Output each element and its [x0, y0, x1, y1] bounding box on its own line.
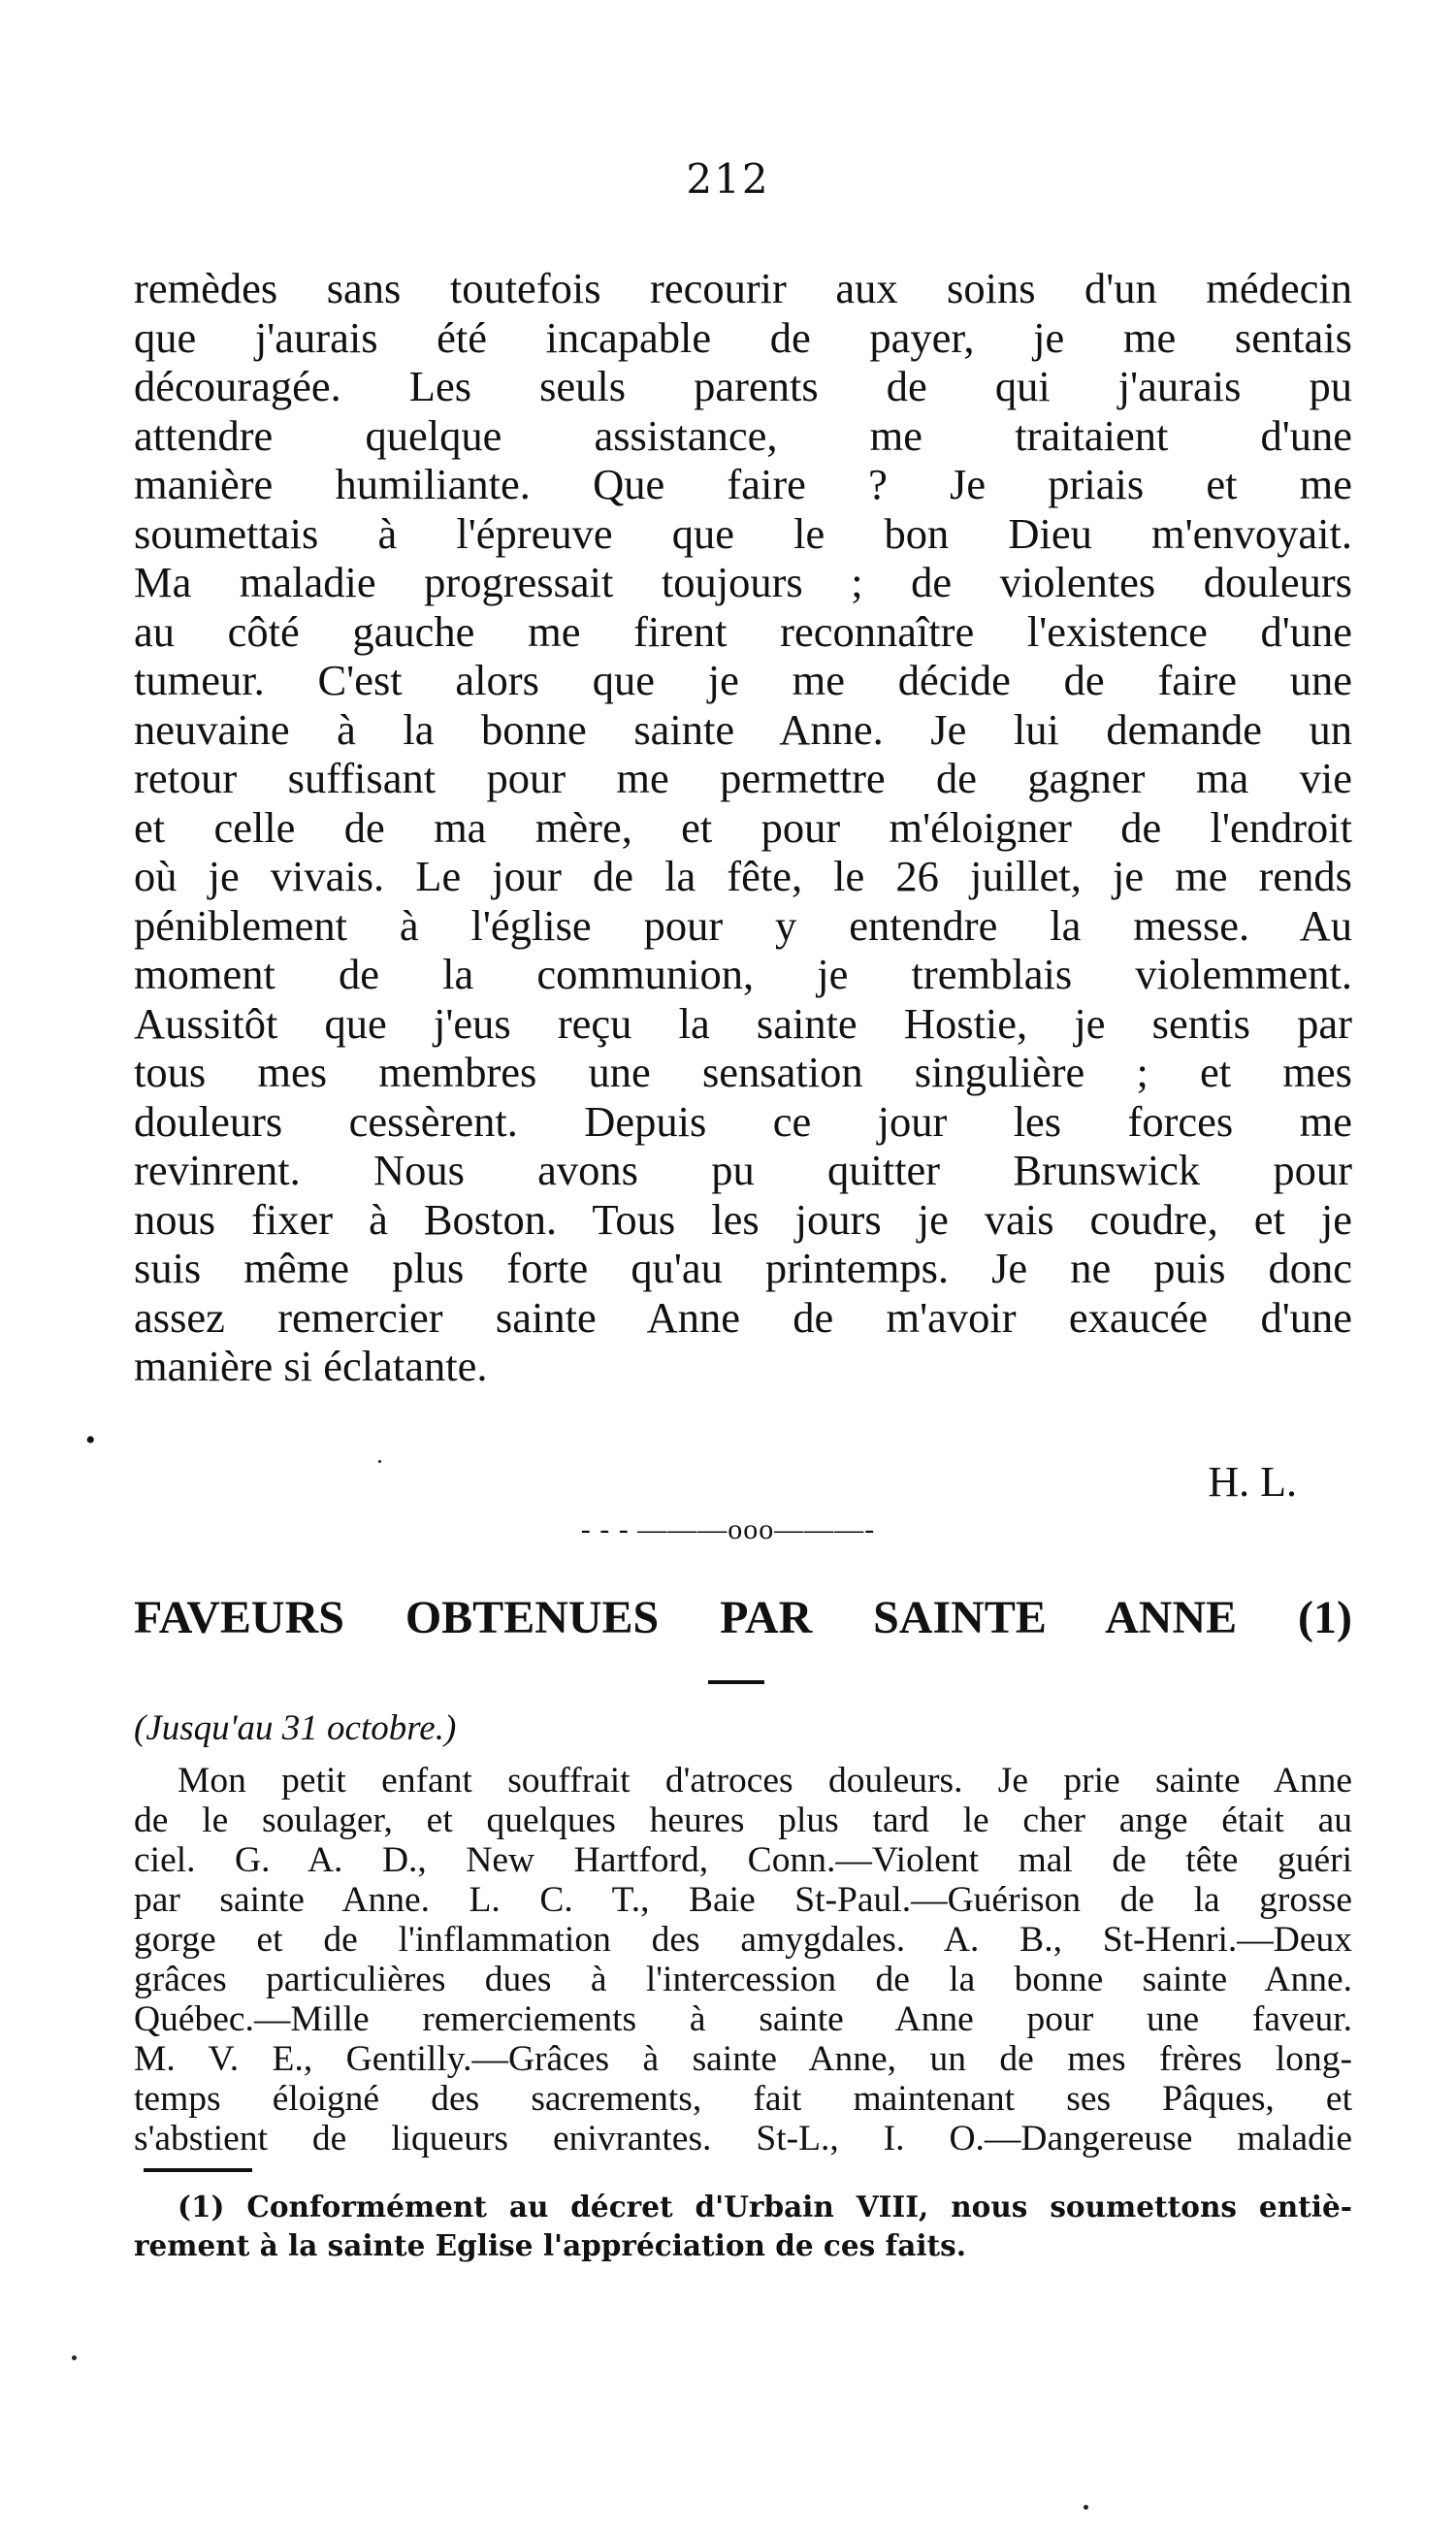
body-line: Aussitôt que j'eus reçu la sainte Hostie, je sentis par — [134, 998, 1352, 1048]
body-line: au côté gauche me firent reconnaître l'existence d'une — [134, 606, 1352, 656]
favor-line: Mon petit enfant souffrait d'atroces douleurs. Je prie sainte Anne — [178, 1761, 1352, 1801]
margin-bullet: • — [85, 1424, 96, 1456]
footnote-rule — [144, 2168, 252, 2172]
body-line: remèdes sans toutefois recourir aux soins d'un médecin — [134, 264, 1352, 312]
body-line: tous mes membres une sensation singulière ; et mes — [134, 1048, 1352, 1096]
body-line: neuvaine à la bonne sainte Anne. Je lui demande un — [134, 704, 1352, 754]
body-line: soumettais à l'épreuve que le bon Dieu m'envoyait. — [134, 508, 1352, 558]
body-line: manière si éclatante. — [134, 1342, 488, 1390]
body-line: découragée. Les seuls parents de qui j'aurais pu — [134, 362, 1352, 410]
favor-line: par sainte Anne. L. C. T., Baie St-Paul.—Guérison de la grosse — [134, 1880, 1352, 1920]
body-line: moment de la communion, je tremblais violemment. — [134, 950, 1352, 998]
scan-speck — [378, 1460, 381, 1463]
body-line: retour suffisant pour me permettre de gagner ma vie — [134, 754, 1352, 802]
section-ornament: - - - ———ooo———- — [580, 1513, 876, 1545]
body-line: où je vivais. Le jour de la fête, le 26 juillet, je me rends — [134, 852, 1352, 900]
body-line: péniblement à l'église pour y entendre la messe. Au — [134, 900, 1352, 950]
body-line: manière humiliante. Que faire ? Je priais et me — [134, 460, 1352, 508]
body-line: douleurs cessèrent. Depuis ce jour les forces me — [134, 1096, 1352, 1146]
testimony-body — [134, 264, 1352, 1391]
favor-line: M. V. E., Gentilly.—Grâces à sainte Anne, un de mes frères long- — [134, 2039, 1352, 2079]
body-line: tumeur. C'est alors que je me décide de faire une — [134, 656, 1352, 704]
heading-rule — [708, 1680, 764, 1684]
favor-line: gorge et de l'inflammation des amygdales. A. B., St-Henri.—Deux — [134, 1920, 1352, 1960]
body-line: attendre quelque assistance, me traitaient d'une — [134, 410, 1352, 460]
scan-speck — [1084, 2505, 1088, 2510]
body-line: et celle de ma mère, et pour m'éloigner de l'endroit — [134, 802, 1352, 852]
body-line: revinrent. Nous avons pu quitter Brunswick pour — [134, 1146, 1352, 1194]
scan-speck — [72, 2355, 77, 2360]
date-range: (Jusqu'au 31 octobre.) — [134, 1708, 457, 1748]
body-line: nous fixer à Boston. Tous les jours je vais coudre, et je — [134, 1194, 1352, 1244]
body-line: suis même plus forte qu'au printemps. Je ne puis donc — [134, 1244, 1352, 1292]
page-number: 212 — [686, 155, 770, 203]
footnote-line: rement à la sainte Eglise l'appréciation de ces faits. — [134, 2228, 967, 2262]
favor-line: s'abstient de liqueurs enivrantes. St-L., I. O.—Dangereuse maladie — [134, 2119, 1352, 2159]
footnote — [134, 2188, 1352, 2265]
favor-line: temps éloigné des sacrements, fait maintenant ses Pâques, et — [134, 2079, 1352, 2119]
section-heading: FAVEURS OBTENUES PAR SAINTE ANNE (1) — [134, 1592, 1352, 1643]
favors-list — [134, 1761, 1352, 2159]
favor-line: Québec.—Mille remerciements à sainte Anne pour une faveur. — [134, 1999, 1352, 2039]
footnote-line: (1) Conformément au décret d'Urbain VIII, nous soumettons entiè- — [178, 2190, 1352, 2224]
body-line: assez remercier sainte Anne de m'avoir exaucée d'une — [134, 1292, 1352, 1342]
body-line: que j'aurais été incapable de payer, je me sentais — [134, 312, 1352, 362]
favor-line: ciel. G. A. D., New Hartford, Conn.—Violent mal de tête guéri — [134, 1840, 1352, 1880]
favor-line: de le soulager, et quelques heures plus tard le cher ange était au — [134, 1801, 1352, 1840]
body-line: Ma maladie progressait toujours ; de violentes douleurs — [134, 558, 1352, 606]
signature-initials: H. L. — [1208, 1458, 1297, 1506]
favor-line: grâces particulières dues à l'intercession de la bonne sainte Anne. — [134, 1960, 1352, 1999]
